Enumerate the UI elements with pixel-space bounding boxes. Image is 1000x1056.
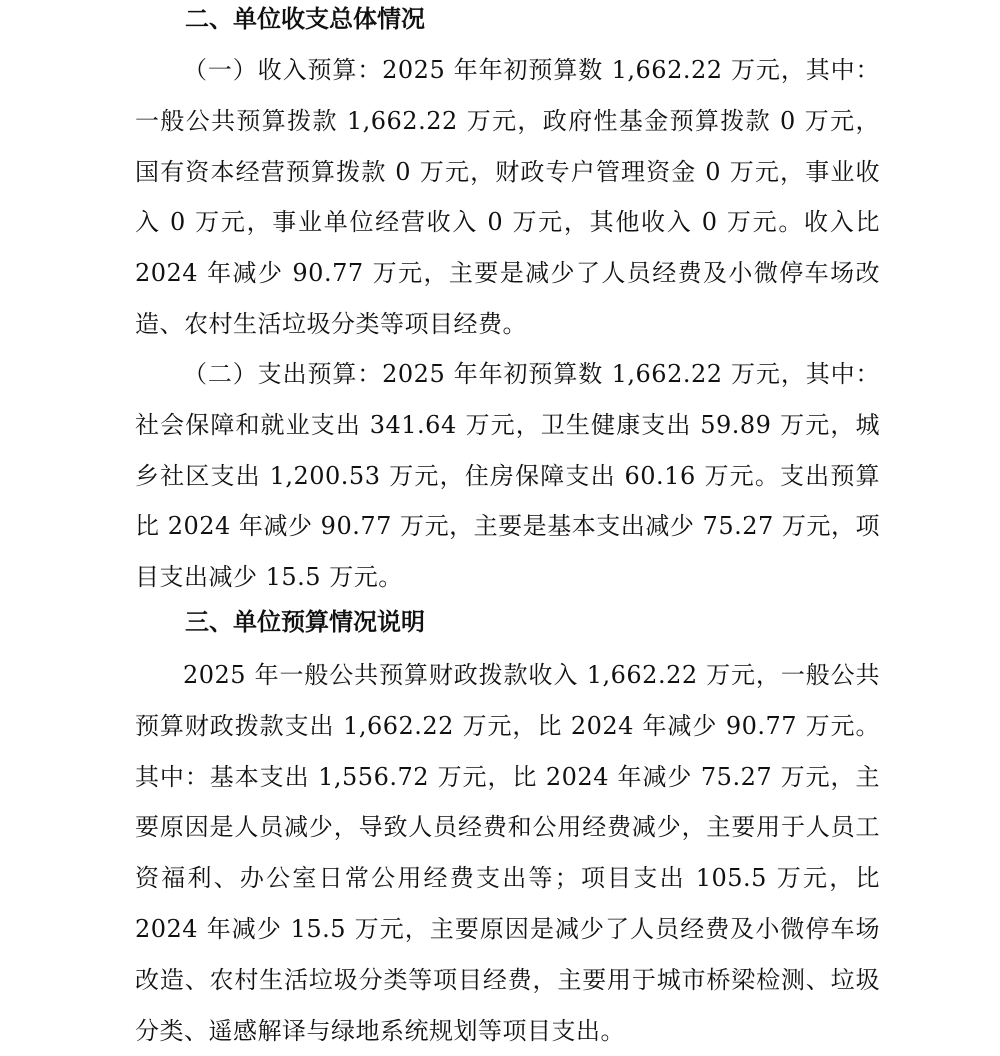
section-heading-overall: 二、单位收支总体情况 [185, 5, 425, 33]
budget-explanation-paragraph: 2025 年一般公共预算财政拨款收入 1,662.22 万元，一般公共预算财政拨款支出 1,662.22 万元，比 2024 年减少 90.77 万元。其中：基本支出 1,556.72 万元，比 2024 年减少 75.27 万元，主要原因是人员减少，导致人员经费和公用经费减少，主要用于人员工资福利、办公室日常公用经费支出等；项目支出 105.5 万元，比 2024 年减少 15.5 万元，主要原因是减少了人员经费及小微停车场改造、农村生活垃圾分类等项目经费，主要用于城市桥梁检测、垃圾分类、遥感解译与绿地系统规划等项目支出。 [135, 661, 880, 1045]
section-heading-budget-explanation: 三、单位预算情况说明 [185, 608, 425, 636]
expense-budget-paragraph: （二）支出预算：2025 年年初预算数 1,662.22 万元，其中：社会保障和就业支出 341.64 万元，卫生健康支出 59.89 万元，城乡社区支出 1,200.53 万元，住房保障支出 60.16 万元。支出预算比 2024 年减少 90.77 万元，主要是基本支出减少 75.27 万元，项目支出减少 15.5 万元。 [135, 360, 880, 592]
income-budget-paragraph: （一）收入预算：2025 年年初预算数 1,662.22 万元，其中：一般公共预算拨款 1,662.22 万元，政府性基金预算拨款 0 万元，国有资本经营预算拨款 0 万元，财政专户管理资金 0 万元，事业收入 0 万元，事业单位经营收入 0 万元，其他收入 0 万元。收入比 2024 年减少 90.77 万元，主要是减少了人员经费及小微停车场改造、农村生活垃圾分类等项目经费。 [135, 56, 880, 338]
